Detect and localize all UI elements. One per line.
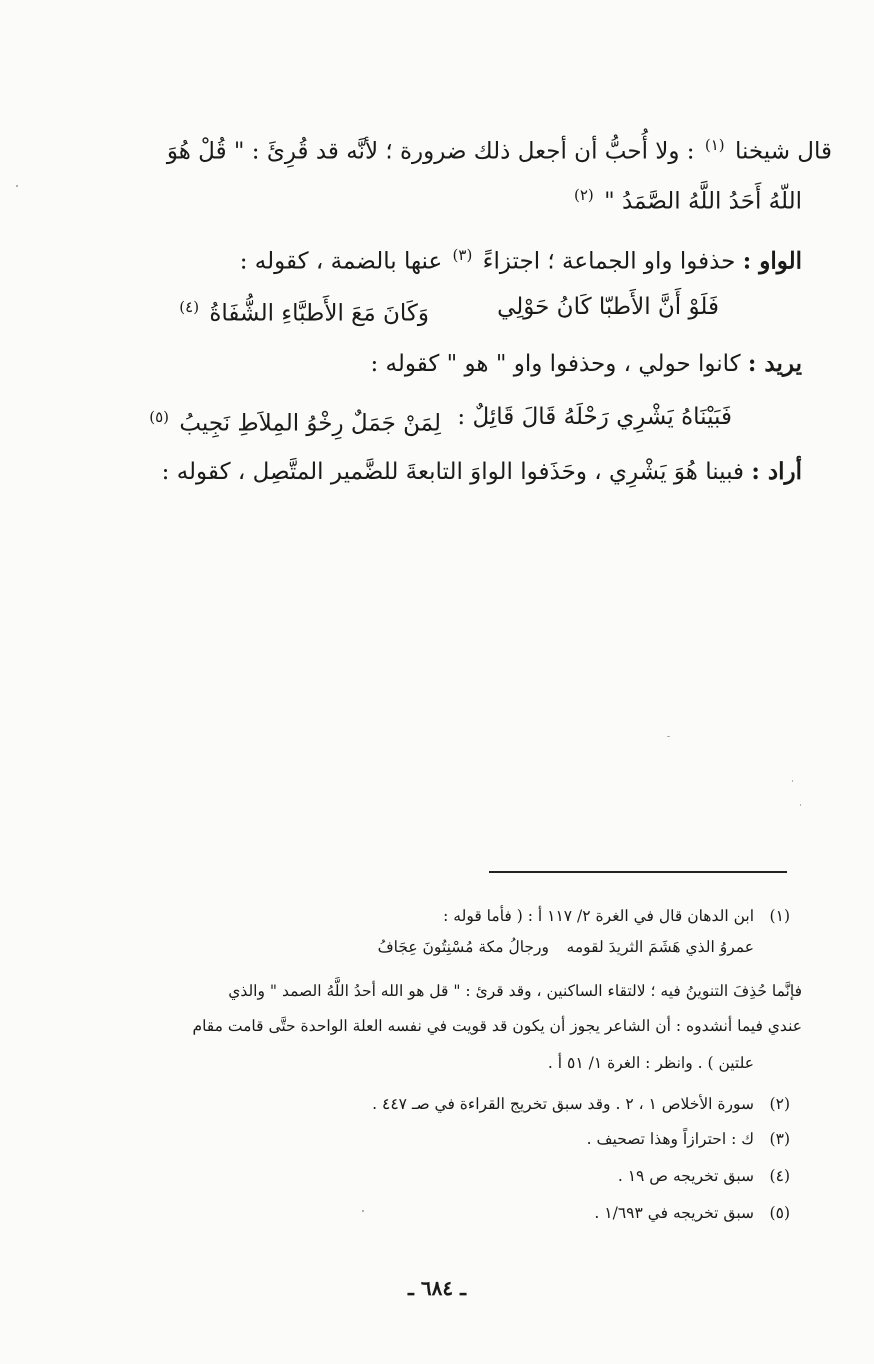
footnote-separator — [489, 871, 787, 873]
body-text: كانوا حولي ، وحذفوا واو " هو " كقوله : — [370, 351, 741, 377]
footnote-number: (٤) — [769, 1167, 790, 1185]
paragraph-line — [571, 178, 802, 219]
scan-speck — [792, 780, 793, 782]
footnote-text: سورة الأخلاص ١ ، ٢ . وقد سبق تخريج القراءة في صـ ٤٤٧ . — [372, 1095, 754, 1113]
footnote-text: عندي فيما أنشدوه : أن الشاعر يجوز أن يكون قد قويت في نفسه العلة الواحدة حتَّى قامت مقام — [192, 1017, 802, 1035]
paragraph-line — [370, 347, 802, 381]
footnote-ref[interactable]: (٢) — [574, 186, 594, 204]
scan-speck — [362, 1210, 364, 1212]
paragraph-line — [240, 238, 802, 279]
page-number: ـ ٦٨٤ ـ — [408, 1276, 466, 1300]
section-label: يريد : — [747, 350, 802, 377]
footnote-number: (٣) — [769, 1130, 790, 1148]
body-text: قال شيخنا — [734, 138, 832, 165]
footnote-text: سبق تخريجه في ١/٦٩٣ . — [594, 1204, 754, 1222]
quran-text: اللّهُ أَحَدُ اللَّهُ الصَّمَدُ " — [604, 188, 802, 215]
scan-speck — [667, 736, 670, 737]
paragraph-line — [167, 128, 832, 169]
section-label: أراد : — [751, 458, 802, 485]
verse-text: لِمَنْ جَمَلٌ رِخْوُ المِلاَطِ نَجِيبُ — [179, 410, 441, 437]
body-text: فبينا هُوَ يَشْرِي ، وحَذَفوا الواوَ التابعةَ للضَّمير المتَّصِل ، كقوله : — [161, 459, 745, 485]
scan-speck — [16, 185, 18, 187]
body-text: : ولا أُحبُّ أن أجعل ذلك ضرورة ؛ لأنَّه قد قُرِئَ : " قُلْ هُوَ — [166, 138, 695, 165]
footnote-number: (١) — [769, 907, 790, 925]
footnote-ref[interactable]: (٣) — [452, 246, 473, 264]
footnote-text: علتين ) . وانظر : الغرة ١/ ٥١ أ . — [547, 1054, 754, 1072]
footnote-ref[interactable]: (٤) — [179, 298, 200, 316]
verse-first-hemistich: فَبَيْنَاهُ يَشْرِي رَحْلَهُ قَالَ قَائِلٌ : — [457, 404, 732, 430]
paragraph-line — [162, 455, 802, 489]
footnote-number: (٢) — [769, 1095, 790, 1113]
footnote-verse-first: عمروُ الذي هَشَمَ الثريدَ لقومه — [566, 938, 754, 956]
body-text: عنها بالضمة ، كقوله : — [239, 248, 443, 275]
footnote-text: سبق تخريجه ص ١٩ . — [617, 1167, 754, 1185]
footnote-number: (٥) — [769, 1204, 790, 1222]
body-text: حذفوا واو الجماعة ؛ اجتزاءً — [482, 248, 736, 275]
verse-text: وَكَانَ مَعَ الأَطبَّاءِ الشُّفَاةُ — [209, 300, 429, 327]
scan-speck — [800, 804, 801, 806]
footnote-text: ك : احترازاً وهذا تصحيف . — [586, 1130, 754, 1148]
footnote-ref[interactable]: (٥) — [149, 408, 170, 426]
verse-second-hemistich — [146, 400, 441, 441]
footnote-verse-second: ورجالُ مكة مُسْنِتُونَ عِجَافُ — [377, 938, 549, 956]
verse-second-hemistich — [176, 290, 429, 331]
footnote-ref[interactable]: (١) — [704, 136, 725, 154]
verse-first-hemistich: فَلَوْ أَنَّ الأَطبّا كَانُ حَوْلِي — [497, 294, 719, 320]
footnote-text: فإنَّما حُذِفَ التنوينُ فيه ؛ لالتقاء الساكنين ، وقد قرئ : " قل هو الله أحدُ اللَّهُ الصمد " والذي — [228, 982, 802, 1000]
footnote-text: ابن الدهان قال في الغرة ٢/ ١١٧ أ : ( فأما قوله : — [443, 907, 754, 925]
section-label: الواو : — [742, 247, 802, 275]
